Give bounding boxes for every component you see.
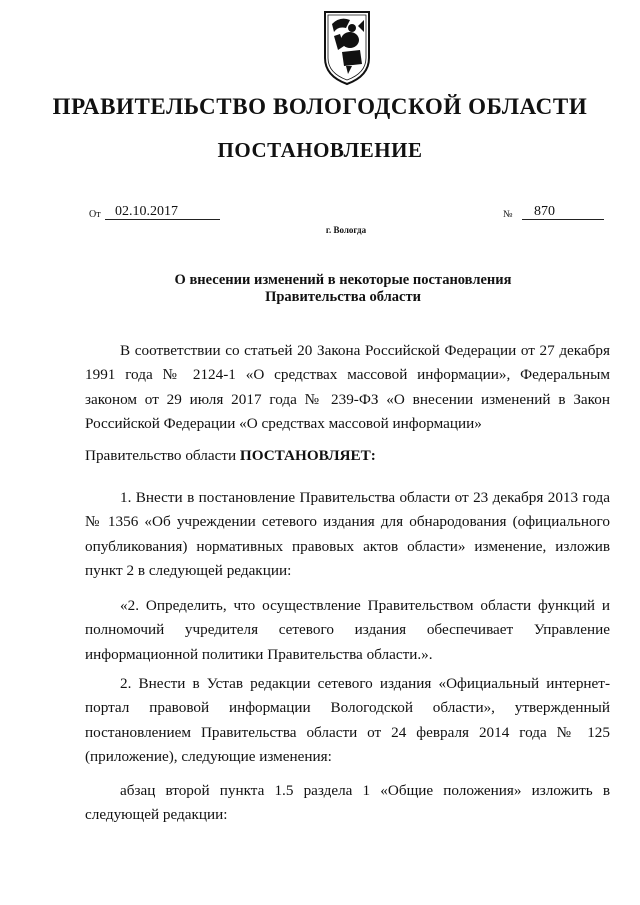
document-date: 02.10.2017: [105, 204, 220, 220]
item-2-paragraph: 2. Внести в Устав редакции сетевого издания «Официальный интернет-портал правовой информации Вологодской области», утвержденный постановлением Правительства области от 24 февраля 2014 года № 125 (приложение), следующие изменения:: [85, 675, 610, 766]
resolve-prefix: Правительство области: [85, 447, 240, 464]
city-label: г. Вологда: [325, 225, 367, 235]
number-label: №: [503, 209, 513, 220]
resolve-word: ПОСТАНОВЛЯЕТ:: [239, 447, 376, 464]
document-type-title: ПОСТАНОВЛЕНИЕ: [217, 138, 423, 162]
document-number: 870: [522, 204, 604, 220]
organization-title: ПРАВИТЕЛЬСТВО ВОЛОГОДСКОЙ ОБЛАСТИ: [52, 94, 588, 119]
resolve-paragraph: [85, 444, 610, 468]
preamble-paragraph: В соответствии со статьей 20 Закона Российской Федерации от 27 декабря 1991 года № 2124-1 «О средствах массовой информации», Федеральным законом от 29 июля 2017 года № 239-ФЗ «О внесении изменений в Закон Российской Федерации «О средствах массовой информации»: [85, 342, 610, 433]
item-2-subparagraph: абзац второй пункта 1.5 раздела 1 «Общие положения» изложить в следующей редакции:: [85, 782, 610, 824]
item-1-quote-paragraph: «2. Определить, что осуществление Правительством области функций и полномочий учредителя сетевого издания обеспечивает Управление информационной политики Правительства области.».: [85, 597, 610, 663]
subject-line-2: Правительства области: [265, 289, 421, 305]
item-1-paragraph: 1. Внести в постановление Правительства области от 23 декабря 2013 года № 1356 «Об учреждении сетевого издания для обнародования (официального опубликования) нормативных правовых актов области» изменение, изложив пункт 2 в следующей редакции:: [85, 489, 610, 580]
date-label: От: [89, 209, 101, 220]
document-subject: [0, 272, 640, 306]
coat-of-arms-emblem: [322, 6, 372, 88]
subject-line-1: О внесении изменений в некоторые постановления: [174, 272, 512, 288]
